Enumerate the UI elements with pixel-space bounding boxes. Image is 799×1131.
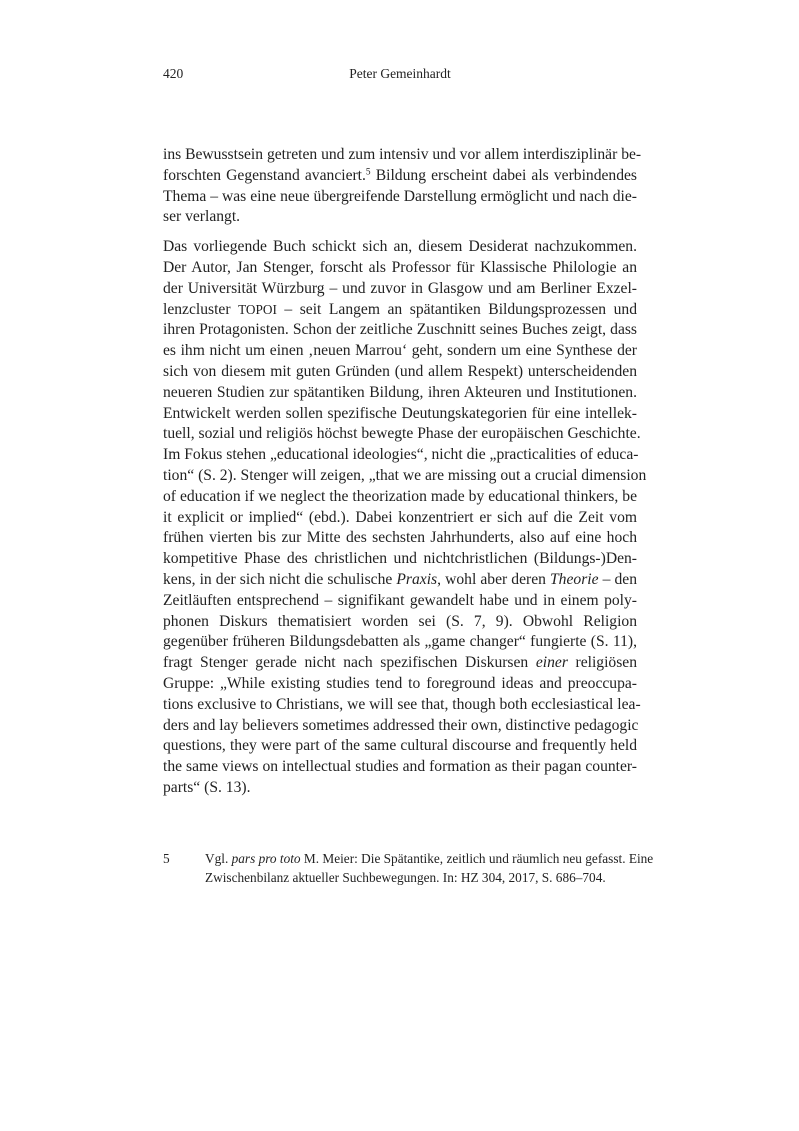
text-segment: kompetitive Phase des christlichen und nichtchristlichen (Bildungs-)Den-: [163, 550, 637, 568]
text-line: [163, 508, 637, 529]
text-segment: ihren Protagonisten. Schon der zeitliche Zuschnitt seines Buches zeigt, dass: [163, 321, 637, 339]
text-segment: TOPOI: [238, 301, 277, 317]
text-line: [163, 466, 647, 487]
text-segment: lenzcluster: [163, 300, 239, 318]
text-segment: Vgl.: [205, 851, 232, 866]
text-segment: Gruppe: „While existing studies tend to foreground ideas and preoccupa-: [163, 674, 637, 692]
text-line: [163, 487, 637, 508]
text-segment: phonen Diskurs thematisiert worden sei (S. 7, 9). Obwohl Religion: [163, 612, 637, 630]
text-segment: , wohl aber deren: [437, 570, 550, 588]
text-line: [163, 145, 642, 166]
text-segment: neueren Studien zur spätantiken Bildung, ihren Akteuren und Institutionen.: [163, 383, 637, 401]
text-segment: der Universität Würzburg – und zuvor in Glasgow und am Berliner Exzel-: [163, 279, 637, 297]
text-segment: frühen vierten bis zur Mitte des sechsten Jahrhunderts, also auf eine hoch: [163, 529, 637, 547]
text-line: [163, 424, 641, 445]
text-segment: Zeitläuften entsprechend – signifikant gewandelt habe und in einem poly-: [163, 591, 637, 609]
text-segment: Bildung erscheint dabei als verbindendes: [370, 166, 637, 184]
text-line: [163, 237, 637, 258]
main-text: [163, 145, 647, 808]
text-line: [163, 570, 637, 591]
text-line: [163, 404, 637, 425]
text-line: [205, 849, 654, 868]
text-segment: ser verlangt.: [163, 208, 241, 226]
text-line: [163, 445, 637, 466]
text-line: [163, 778, 637, 799]
text-line: [205, 868, 637, 887]
footnote-text: [205, 849, 654, 887]
text-segment: sich von diesem mit guten Gründen (und allem Respekt) unterscheidenden: [163, 362, 637, 380]
text-segment: Das vorliegende Buch schickt sich an, diesem Desiderat nachzukommen.: [163, 238, 637, 256]
text-segment: kens, in der sich nicht die schulische: [163, 570, 397, 588]
italic-text: pars pro toto: [231, 851, 301, 866]
text-segment: questions, they were part of the same cultural discourse and frequently held: [163, 737, 637, 755]
text-segment: ders and lay believers sometimes addressed their own, distinctive pedagogic: [163, 716, 639, 734]
text-line: [163, 300, 637, 321]
text-segment: tions exclusive to Christians, we will see that, though both ecclesiastical lea-: [163, 695, 641, 713]
text-line: [163, 320, 637, 341]
text-line: [163, 383, 637, 404]
text-line: [163, 528, 637, 549]
text-line: [163, 341, 637, 362]
text-segment: – den: [598, 570, 637, 588]
text-segment: the same views on intellectual studies and formation as their pagan counter-: [163, 758, 637, 776]
text-line: [163, 258, 637, 279]
text-line: [163, 362, 637, 383]
text-segment: es ihm nicht um einen ‚neuen Marrou‘ geht, sondern um eine Synthese der: [163, 342, 637, 360]
text-line: [163, 653, 637, 674]
text-segment: M. Meier: Die Spätantike, zeitlich und räumlich neu gefasst. Eine: [300, 851, 654, 866]
running-head: Peter Gemeinhardt: [349, 66, 451, 81]
page-number: 420: [163, 66, 184, 81]
text-segment: Entwickelt werden sollen spezifische Deutungskategorien für eine intellek-: [163, 404, 637, 422]
text-line: [163, 736, 637, 757]
footnote: [163, 849, 654, 887]
text-segment: Im Fokus stehen „educational ideologies“, nicht die „practicalities of educa-: [163, 446, 639, 464]
text-line: [163, 207, 637, 228]
italic-text: einer: [535, 654, 568, 672]
text-segment: of education if we neglect the theorization made by educational thinkers, be: [163, 487, 637, 505]
text-line: [163, 632, 637, 653]
paragraph: [163, 145, 642, 228]
text-line: [163, 166, 637, 187]
text-segment: forschten Gegenstand avanciert.: [163, 166, 366, 184]
text-line: [163, 187, 637, 208]
footnote-number: 5: [163, 851, 170, 866]
text-segment: tuell, sozial und religiös höchst bewegte Phase der europäischen Geschichte.: [163, 425, 641, 443]
footnote-reference: 5: [365, 167, 371, 178]
text-segment: ins Bewusstsein getreten und zum intensiv und vor allem interdisziplinär be-: [163, 146, 642, 163]
text-segment: gegenüber früheren Bildungsdebatten als „game changer“ fungierte (S. 11),: [163, 633, 637, 651]
text-segment: tion“ (S. 2). Stenger will zeigen, „that we are missing out a crucial dimension: [163, 466, 647, 484]
text-segment: Thema – was eine neue übergreifende Darstellung ermöglicht und nach die-: [163, 187, 637, 205]
text-line: [163, 757, 637, 778]
text-segment: it explicit or implied“ (ebd.). Dabei konzentriert er sich auf die Zeit vom: [163, 508, 637, 526]
text-segment: – seit Langem an spätantiken Bildungsprozessen und: [276, 300, 638, 318]
text-segment: religiösen: [567, 654, 637, 672]
text-segment: Der Autor, Jan Stenger, forscht als Professor für Klassische Philologie an: [163, 258, 637, 276]
text-line: [163, 695, 641, 716]
text-line: [163, 612, 637, 633]
text-line: [163, 591, 637, 612]
text-line: [163, 549, 637, 570]
italic-text: Praxis: [396, 570, 438, 588]
text-line: [163, 674, 637, 695]
text-segment: parts“ (S. 13).: [163, 778, 251, 796]
text-line: [163, 279, 637, 300]
text-line: [163, 716, 637, 737]
text-segment: Zwischenbilanz aktueller Suchbewegungen. In: HZ 304, 2017, S. 686–704.: [205, 870, 606, 885]
text-segment: fragt Stenger gerade nicht nach spezifischen Diskursen: [163, 654, 536, 672]
italic-text: Theorie: [550, 570, 599, 588]
paragraph: [163, 237, 647, 799]
